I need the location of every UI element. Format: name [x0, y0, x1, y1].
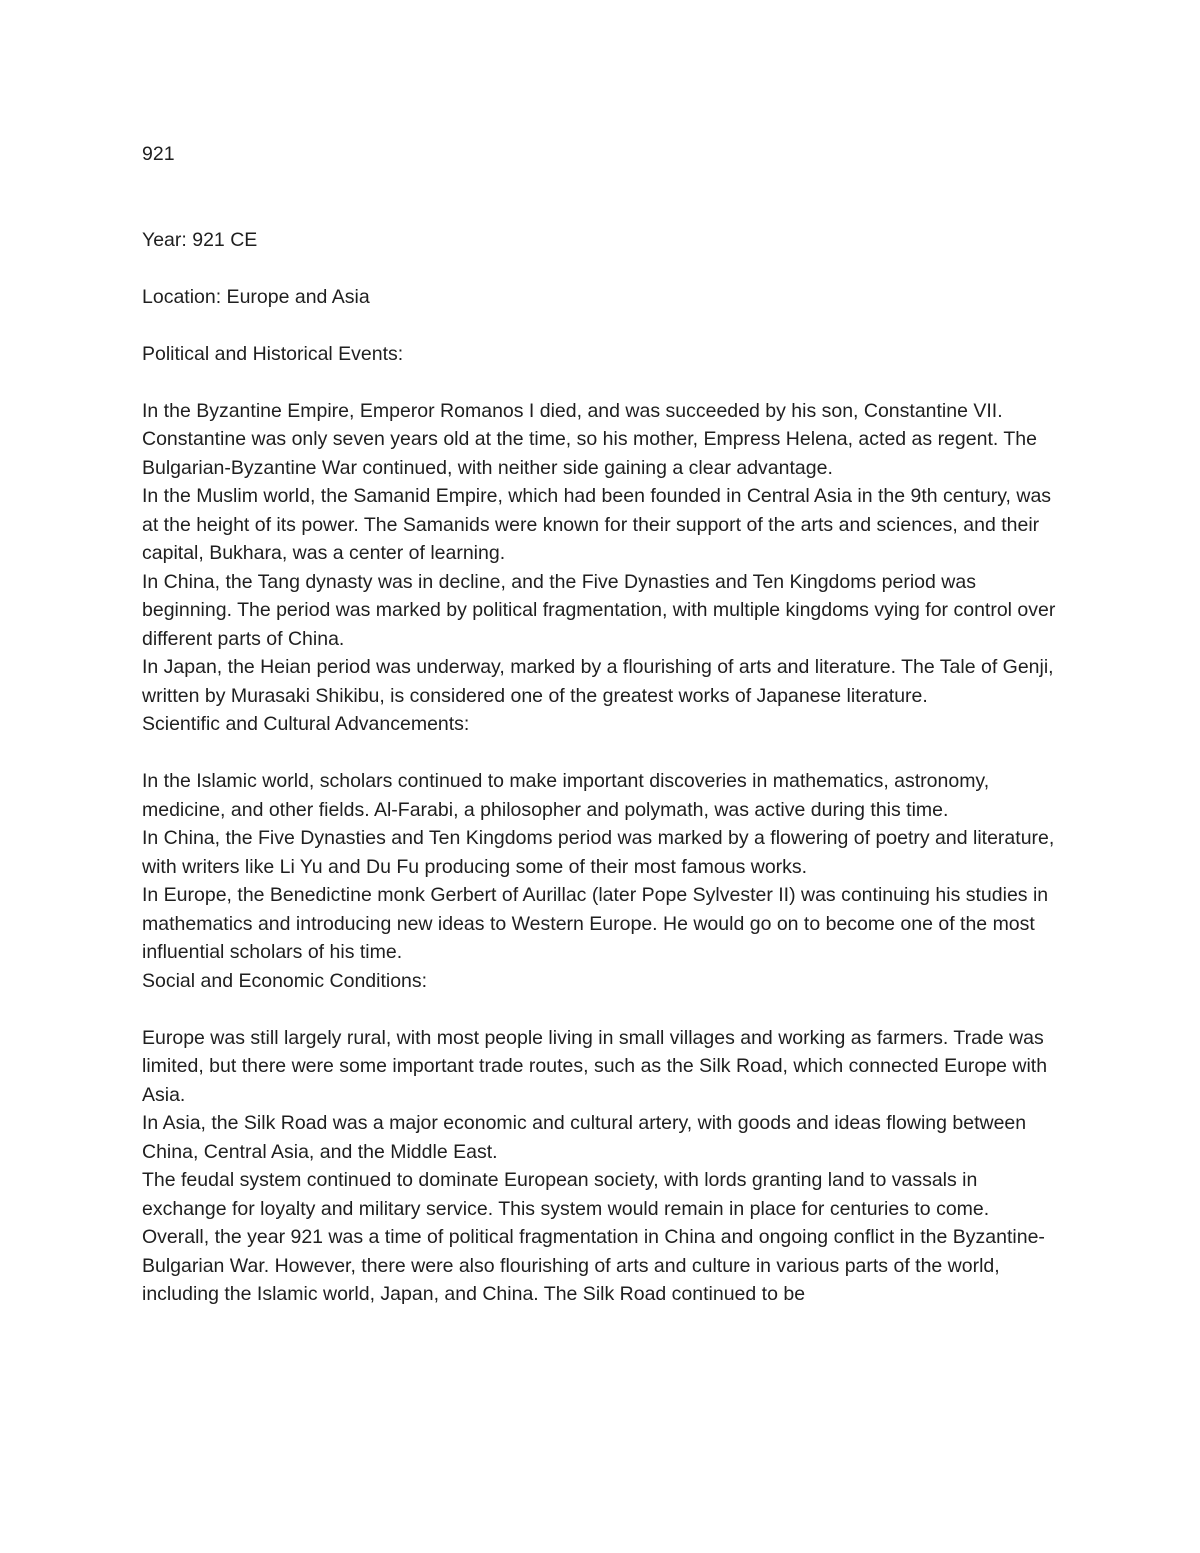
political-paragraph: In the Muslim world, the Samanid Empire, which had been founded in Central Asia in the 9th century, was at the height of its power. The Samanids were known for their support of the arts and sciences, and their capital, Bukhara, was a center of learning.: [142, 485, 1052, 564]
spacer: [142, 995, 1067, 1024]
spacer: [142, 254, 1067, 283]
location-line: Location: Europe and Asia: [142, 285, 370, 308]
social-paragraph: Overall, the year 921 was a time of political fragmentation in China and ongoing conflict in the Byzantine-Bulgarian War. However, there were also flourishing of arts and culture in various parts of the world, including the Islamic world, Japan, and China. The Silk Road continued to be: [142, 1226, 1045, 1305]
spacer: [142, 739, 1067, 768]
spacer: [142, 169, 1067, 226]
scientific-paragraph: In the Islamic world, scholars continued to make important discoveries in mathematics, astronomy, medicine, and other fields. Al-Farabi, a philosopher and polymath, was active during this time.: [142, 770, 990, 821]
scientific-paragraph: In Europe, the Benedictine monk Gerbert of Aurillac (later Pope Sylvester II) was continuing his studies in mathematics and introducing new ideas to Western Europe. He would go on to become one of the most influential scholars of his time.: [142, 884, 1049, 963]
spacer: [142, 368, 1067, 397]
social-paragraph: In Asia, the Silk Road was a major economic and cultural artery, with goods and ideas flowing between China, Central Asia, and the Middle East.: [142, 1112, 1027, 1163]
political-heading: Political and Historical Events:: [142, 342, 404, 365]
spacer: [142, 311, 1067, 340]
document-title: 921: [142, 143, 175, 165]
scientific-paragraph: In China, the Five Dynasties and Ten Kingdoms period was marked by a flowering of poetry and literature, with writers like Li Yu and Du Fu producing some of their most famous works.: [142, 827, 1055, 878]
political-paragraph: In the Byzantine Empire, Emperor Romanos I died, and was succeeded by his son, Constantine VII. Constantine was only seven years old at the time, so his mother, Empress Helena, acted as regent. The Bulgarian-Byzantine War continued, with neither side gaining a clear advantage.: [142, 399, 1037, 479]
document-body: [142, 140, 1067, 1309]
social-paragraph: Europe was still largely rural, with most people living in small villages and working as farmers. Trade was limited, but there were some important trade routes, such as the Silk Road, which connected Europe with Asia.: [142, 1026, 1048, 1106]
political-paragraph: In China, the Tang dynasty was in decline, and the Five Dynasties and Ten Kingdoms period was beginning. The period was marked by political fragmentation, with multiple kingdoms vying for control over different parts of China.: [142, 570, 1056, 650]
social-paragraph: The feudal system continued to dominate European society, with lords granting land to vassals in exchange for loyalty and military service. This system would remain in place for centuries to come.: [142, 1169, 990, 1220]
social-heading: Social and Economic Conditions:: [142, 969, 428, 992]
political-paragraph: In Japan, the Heian period was underway, marked by a flourishing of arts and literature. The Tale of Genji, written by Murasaki Shikibu, is considered one of the greatest works of Japanese literature.: [142, 656, 1054, 707]
year-line: Year: 921 CE: [142, 228, 258, 251]
scientific-heading: Scientific and Cultural Advancements:: [142, 713, 470, 735]
